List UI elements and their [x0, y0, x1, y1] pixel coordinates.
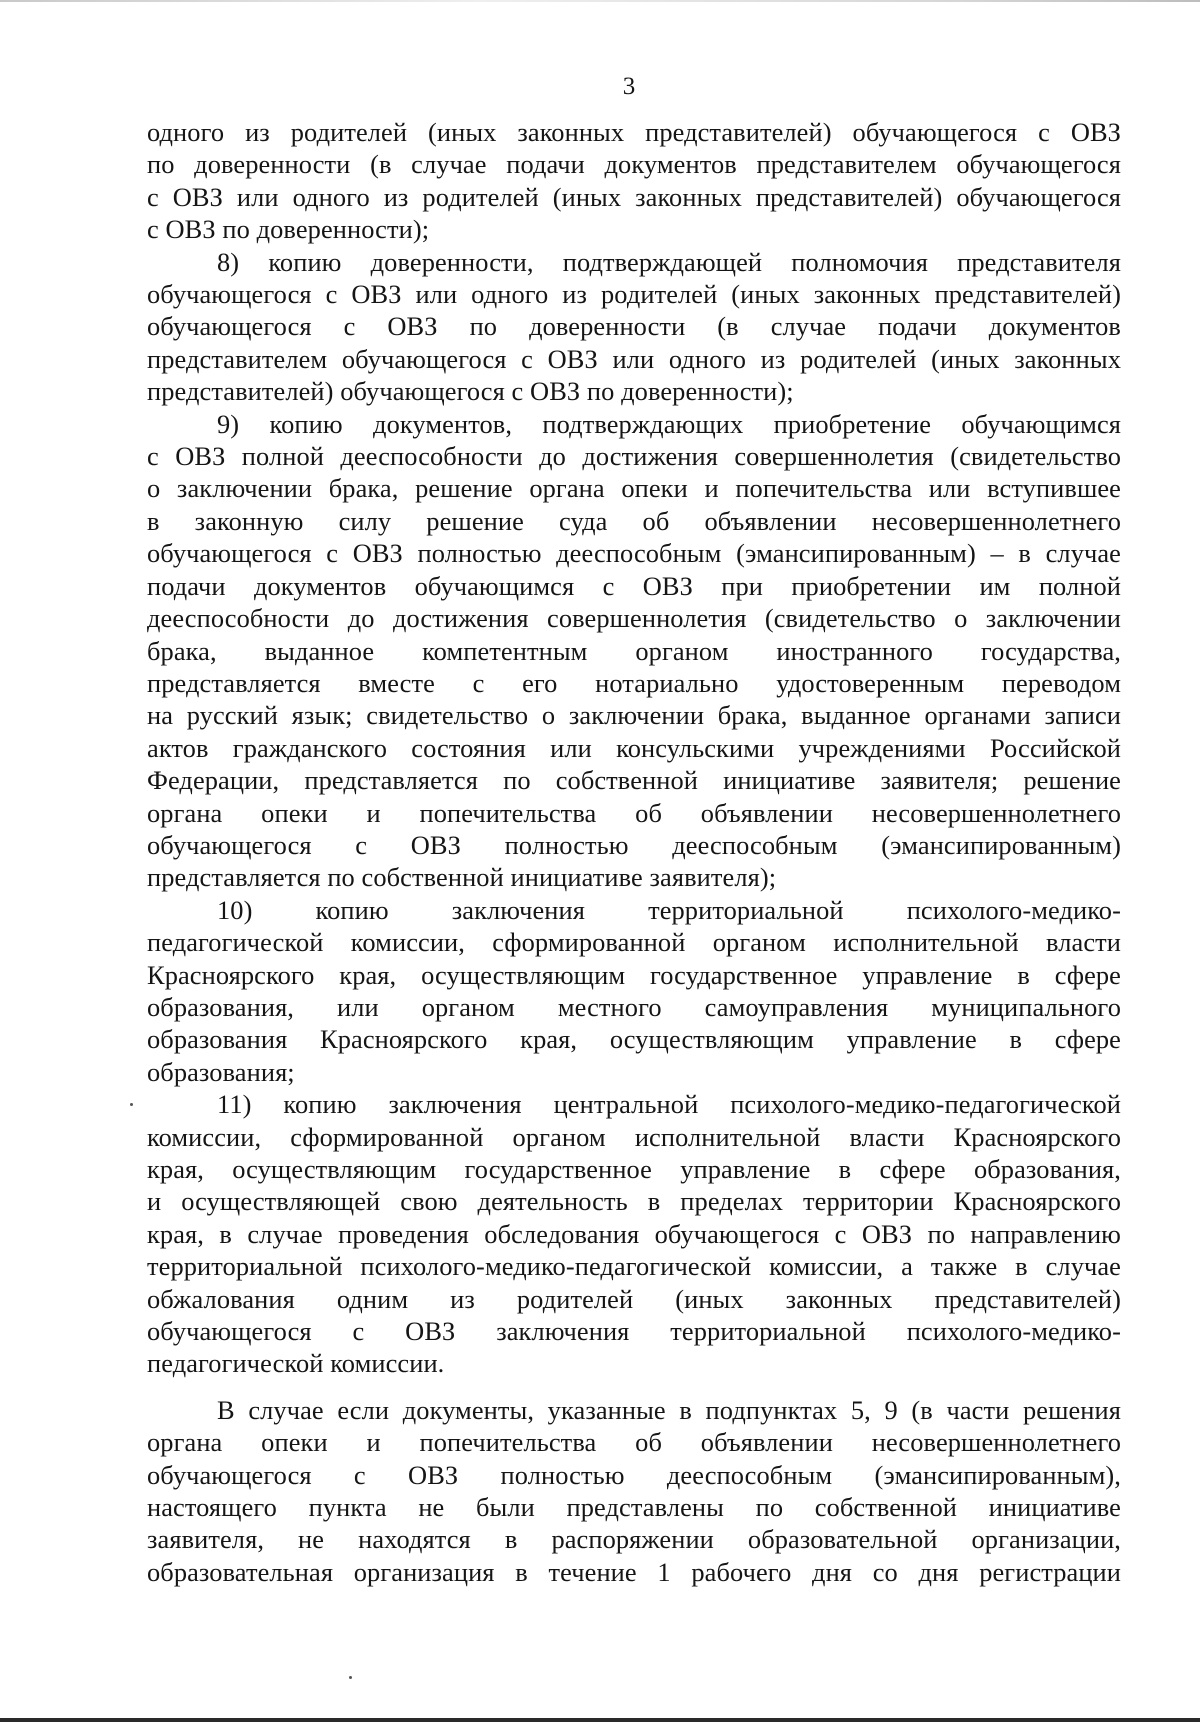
text-line: обжалования одним из родителей (иных законных представителей): [147, 1283, 1121, 1314]
text-line: обучающегося с ОВЗ полностью дееспособным (эмансипированным),: [147, 1459, 1121, 1490]
text-line: края, осуществляющим государственное управление в сфере образования,: [147, 1154, 1121, 1184]
text-line: Красноярского края, осуществляющим государственное управление в сфере: [147, 959, 1121, 990]
text-line: представляется вместе с его нотариально удостоверенным переводом: [147, 667, 1121, 698]
text-line: актов гражданского состояния или консульскими учреждениями Российской: [147, 732, 1121, 763]
scan-edge-bottom: [0, 1718, 1200, 1722]
text-line: 11) копию заключения центральной психолого-медико-педагогической: [217, 1089, 1121, 1120]
document-body: [147, 116, 1121, 1588]
text-line: комиссии, сформированной органом исполнительной власти Красноярского: [147, 1121, 1121, 1152]
text-line: территориальной психолого-медико-педагогической комиссии, а также в случае: [147, 1251, 1121, 1282]
text-line: с ОВЗ полной дееспособности до достижения совершеннолетия (свидетельство: [147, 441, 1121, 472]
text-line: органа опеки и попечительства об объявлении несовершеннолетнего: [147, 797, 1121, 828]
text-line: подачи документов обучающимся с ОВЗ при приобретении им полной: [147, 570, 1121, 601]
text-line: педагогической комиссии, сформированной органом исполнительной власти: [147, 927, 1121, 958]
text-line: в законную силу решение суда об объявлении несовершеннолетнего: [147, 505, 1121, 536]
text-line: обучающегося с ОВЗ или одного из родителей (иных законных представителей): [147, 279, 1121, 310]
paragraph-item-9: [147, 408, 1121, 894]
text-line: образования Красноярского края, осуществляющим управление в сфере: [147, 1024, 1121, 1055]
text-line: края, в случае проведения обследования обучающегося с ОВЗ по направлению: [147, 1218, 1121, 1249]
scan-edge-top: [0, 0, 1200, 2]
text-line: обучающегося с ОВЗ по доверенности (в случае подачи документов: [147, 311, 1121, 342]
text-line: представляется по собственной инициативе заявителя);: [147, 862, 777, 893]
text-line: 9) копию документов, подтверждающих приобретение обучающимся: [217, 408, 1121, 439]
text-line: о заключении брака, решение органа опеки и попечительства или вступившее: [147, 473, 1121, 504]
paragraph-final: [147, 1394, 1121, 1588]
text-line: обучающегося с ОВЗ заключения территориальной психолого-медико-: [147, 1316, 1121, 1347]
text-line: образования;: [147, 1056, 295, 1087]
text-line: В случае если документы, указанные в подпунктах 5, 9 (в части решения: [217, 1394, 1121, 1425]
text-line: обучающегося с ОВЗ полностью дееспособным (эмансипированным) – в случае: [147, 538, 1121, 569]
text-line: Федерации, представляется по собственной инициативе заявителя; решение: [147, 765, 1121, 796]
text-line: настоящего пункта не были представлены по собственной инициативе: [147, 1492, 1121, 1523]
text-line: педагогической комиссии.: [147, 1348, 445, 1379]
text-line: заявителя, не находятся в распоряжении образовательной организации,: [147, 1524, 1121, 1555]
text-line: 10) копию заключения территориальной психолого-медико-: [217, 894, 1121, 925]
text-line: представителем обучающегося с ОВЗ или одного из родителей (иных законных: [147, 343, 1121, 374]
text-line: по доверенности (в случае подачи документов представителем обучающегося: [147, 149, 1121, 180]
paragraph-item-8: [147, 246, 1121, 408]
text-line: представителей) обучающегося с ОВЗ по доверенности);: [147, 376, 794, 407]
scan-speck: [349, 1676, 352, 1679]
text-line: с ОВЗ или одного из родителей (иных законных представителей) обучающегося: [147, 181, 1121, 212]
text-line: с ОВЗ по доверенности);: [147, 214, 430, 245]
scan-speck: [130, 1103, 133, 1106]
text-line: одного из родителей (иных законных представителей) обучающегося с ОВЗ: [147, 117, 1121, 147]
text-line: обучающегося с ОВЗ полностью дееспособным (эмансипированным): [147, 829, 1121, 860]
page-number: 3: [622, 73, 636, 100]
text-line: дееспособности до достижения совершеннолетия (свидетельство о заключении: [147, 603, 1121, 634]
text-line: образовательная организация в течение 1 рабочего дня со дня регистрации: [147, 1556, 1121, 1587]
text-line: на русский язык; свидетельство о заключении брака, выданное органами записи: [147, 700, 1121, 731]
paragraph-item-10: [147, 894, 1121, 1088]
text-line: органа опеки и попечительства об объявлении несовершеннолетнего: [147, 1427, 1121, 1458]
text-line: и осуществляющей свою деятельность в пределах территории Красноярского: [147, 1186, 1121, 1217]
text-line: 8) копию доверенности, подтверждающей полномочия представителя: [217, 246, 1121, 277]
paragraph-continuation: [147, 116, 1121, 246]
paragraph-item-11: [147, 1088, 1121, 1380]
text-line: образования, или органом местного самоуправления муниципального: [147, 991, 1121, 1022]
text-line: брака, выданное компетентным органом иностранного государства,: [147, 635, 1121, 666]
